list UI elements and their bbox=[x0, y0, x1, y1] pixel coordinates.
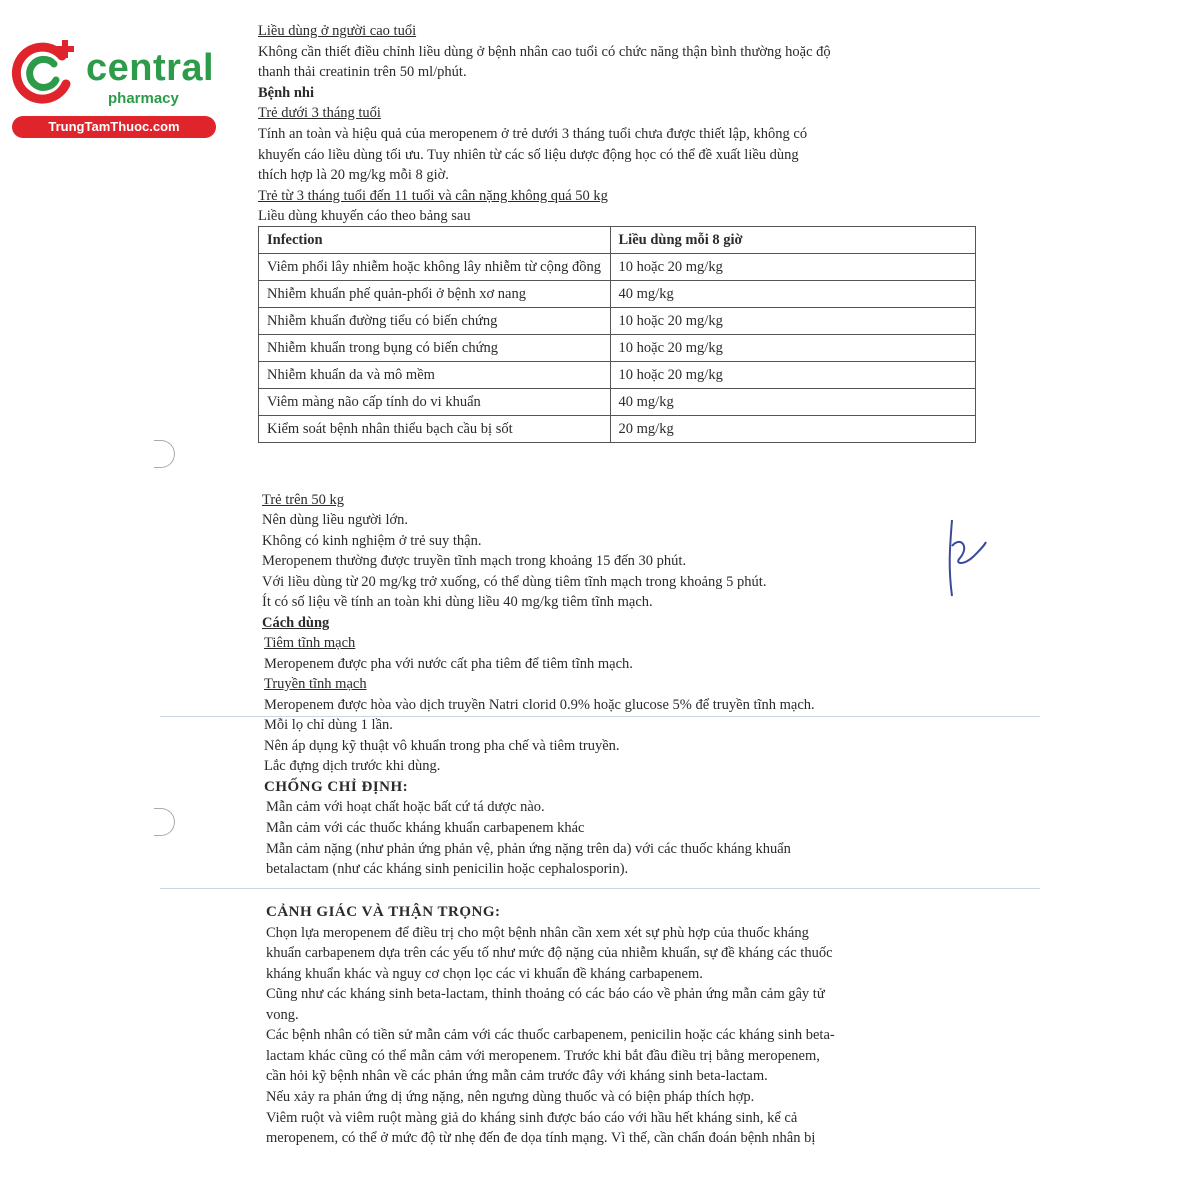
table-cell: Viêm phổi lây nhiễm hoặc không lây nhiễm từ cộng đồng bbox=[259, 254, 611, 281]
body-text: Mẫn cảm nặng (như phản ứng phản vệ, phản ứng nặng trên da) với các thuốc kháng khuẩn bbox=[266, 841, 791, 857]
body-text: Nên dùng liều người lớn. bbox=[262, 512, 409, 528]
body-text: Không có kinh nghiệm ở trẻ suy thận. bbox=[262, 533, 482, 549]
table-cell: Viêm màng não cấp tính do vi khuẩn bbox=[259, 389, 611, 416]
table-header-row bbox=[259, 227, 976, 254]
body-text: Nên áp dụng kỹ thuật vô khuẩn trong pha chế và tiêm truyền. bbox=[264, 738, 620, 754]
table-cell: 40 mg/kg bbox=[610, 389, 975, 416]
subheading-under-3-months: Trẻ dưới 3 tháng tuổi bbox=[258, 105, 381, 121]
table-cell: 10 hoặc 20 mg/kg bbox=[610, 335, 975, 362]
body-text: Mỗi lọ chỉ dùng 1 lần. bbox=[264, 717, 393, 733]
body-text: Meropenem được pha với nước cất pha tiêm để tiêm tĩnh mạch. bbox=[264, 656, 633, 672]
body-text: Ít có số liệu về tính an toàn khi dùng liều 40 mg/kg tiêm tĩnh mạch. bbox=[262, 594, 653, 610]
table-cell: Nhiễm khuẩn phế quản-phổi ở bệnh xơ nang bbox=[259, 281, 611, 308]
table-row bbox=[259, 308, 976, 335]
body-text: Mẫn cảm với các thuốc kháng khuẩn carbapenem khác bbox=[266, 820, 585, 836]
body-text: Tính an toàn và hiệu quả của meropenem ở trẻ dưới 3 tháng tuổi chưa được thiết lập, không có bbox=[258, 126, 808, 142]
table-cell: Nhiễm khuẩn đường tiểu có biến chứng bbox=[259, 308, 611, 335]
table-row bbox=[259, 416, 976, 443]
logo-site-badge: TrungTamThuoc.com bbox=[12, 116, 216, 138]
body-text: Với liều dùng từ 20 mg/kg trở xuống, có thể dùng tiêm tĩnh mạch trong khoảng 5 phút. bbox=[262, 574, 767, 590]
punch-hole-mark bbox=[154, 440, 175, 468]
body-text: Không cần thiết điều chỉnh liều dùng ở bệnh nhân cao tuổi có chức năng thận bình thường hoặc độ bbox=[258, 44, 831, 60]
table-row bbox=[259, 362, 976, 389]
table-cell: Nhiễm khuẩn da và mô mềm bbox=[259, 362, 611, 389]
central-pharmacy-logo-icon bbox=[10, 38, 80, 108]
table-row bbox=[259, 335, 976, 362]
brand-logo bbox=[8, 34, 218, 144]
logo-brand-text: central bbox=[86, 47, 215, 89]
body-text: Liều dùng khuyến cáo theo bảng sau bbox=[258, 208, 471, 224]
body-text: betalactam (như các kháng sinh penicilin hoặc cephalosporin). bbox=[266, 861, 629, 877]
table-cell: Nhiễm khuẩn trong bụng có biến chứng bbox=[259, 335, 611, 362]
table-row bbox=[259, 389, 976, 416]
body-text: lactam khác cũng có thể mẫn cảm với meropenem. Trước khi bắt đầu điều trị bằng meropenem, bbox=[266, 1048, 820, 1064]
body-text: meropenem, có thể ở mức độ từ nhẹ đến đe dọa tính mạng. Vì thế, cần chẩn đoán bệnh nhân bị bbox=[266, 1130, 816, 1146]
heading-elderly-dose: Liều dùng ở người cao tuổi bbox=[258, 23, 417, 39]
table-cell: 10 hoặc 20 mg/kg bbox=[610, 308, 975, 335]
body-text: cần hỏi kỹ bệnh nhân về các phản ứng mẫn cảm trước đây với kháng sinh beta-lactam. bbox=[266, 1068, 768, 1084]
body-text: vong. bbox=[266, 1007, 299, 1023]
table-cell: 10 hoặc 20 mg/kg bbox=[610, 254, 975, 281]
table-cell: 20 mg/kg bbox=[610, 416, 975, 443]
subheading-over-50kg: Trẻ trên 50 kg bbox=[262, 492, 345, 508]
subheading-3-months-to-11-years: Trẻ từ 3 tháng tuổi đến 11 tuổi và cân nặng không quá 50 kg bbox=[258, 188, 608, 204]
table-header-cell: Liều dùng mỗi 8 giờ bbox=[610, 227, 975, 254]
heading-pediatric: Bệnh nhi bbox=[258, 85, 315, 101]
body-text: Lắc đựng dịch trước khi dùng. bbox=[264, 758, 441, 774]
table-cell: Kiểm soát bệnh nhân thiểu bạch cầu bị sốt bbox=[259, 416, 611, 443]
scan-guide-line bbox=[160, 888, 1040, 889]
body-text: Nếu xảy ra phản ứng dị ứng nặng, nên ngưng dùng thuốc và có biện pháp thích hợp. bbox=[266, 1089, 755, 1105]
table-cell: 40 mg/kg bbox=[610, 281, 975, 308]
body-text: thích hợp là 20 mg/kg mỗi 8 giờ. bbox=[258, 167, 449, 183]
body-text: Meropenem thường được truyền tĩnh mạch trong khoảng 15 đến 30 phút. bbox=[262, 553, 687, 569]
heading-warnings-precautions: CẢNH GIÁC VÀ THẬN TRỌNG: bbox=[266, 904, 501, 920]
body-text: Chọn lựa meropenem để điều trị cho một bệnh nhân cần xem xét sự phù hợp của thuốc kháng bbox=[266, 925, 809, 941]
dosage-table bbox=[258, 226, 976, 443]
body-text: Viêm ruột và viêm ruột màng giả do kháng sinh được báo cáo với hầu hết kháng sinh, kể cả bbox=[266, 1110, 798, 1126]
handwritten-signature bbox=[930, 516, 990, 606]
body-text: Meropenem được hòa vào dịch truyền Natri clorid 0.9% hoặc glucose 5% để truyền tĩnh mạch. bbox=[264, 697, 815, 713]
table-row bbox=[259, 281, 976, 308]
body-text: Cũng như các kháng sinh beta-lactam, thỉnh thoảng có các báo cáo về phản ứng mẫn cảm gây tử bbox=[266, 986, 825, 1002]
logo-sub-text: pharmacy bbox=[108, 90, 179, 107]
body-text: Các bệnh nhân có tiền sử mẫn cảm với các thuốc carbapenem, penicilin hoặc các kháng sinh beta- bbox=[266, 1027, 835, 1043]
subheading-iv-infusion: Truyền tĩnh mạch bbox=[264, 676, 367, 692]
body-text: Mẫn cảm với hoạt chất hoặc bất cứ tá dược nào. bbox=[266, 799, 545, 815]
subheading-iv-injection: Tiêm tĩnh mạch bbox=[264, 635, 356, 651]
punch-hole-mark bbox=[154, 808, 175, 836]
heading-contraindications: CHỐNG CHỈ ĐỊNH: bbox=[264, 779, 409, 795]
body-text: khuẩn carbapenem dựa trên các yếu tố như mức độ nặng của nhiễm khuẩn, sự đề kháng các thuốc bbox=[266, 945, 833, 961]
body-text: thanh thải creatinin trên 50 ml/phút. bbox=[258, 64, 467, 80]
table-cell: 10 hoặc 20 mg/kg bbox=[610, 362, 975, 389]
body-text: kháng khuẩn khác và nguy cơ chọn lọc các vi khuẩn đề kháng carbapenem. bbox=[266, 966, 703, 982]
table-header-cell: Infection bbox=[259, 227, 611, 254]
body-text: khuyến cáo liều dùng tối ưu. Tuy nhiên từ các số liệu dược động học có thể đề xuất liều dùng bbox=[258, 147, 799, 163]
heading-administration: Cách dùng bbox=[262, 615, 330, 631]
table-row bbox=[259, 254, 976, 281]
